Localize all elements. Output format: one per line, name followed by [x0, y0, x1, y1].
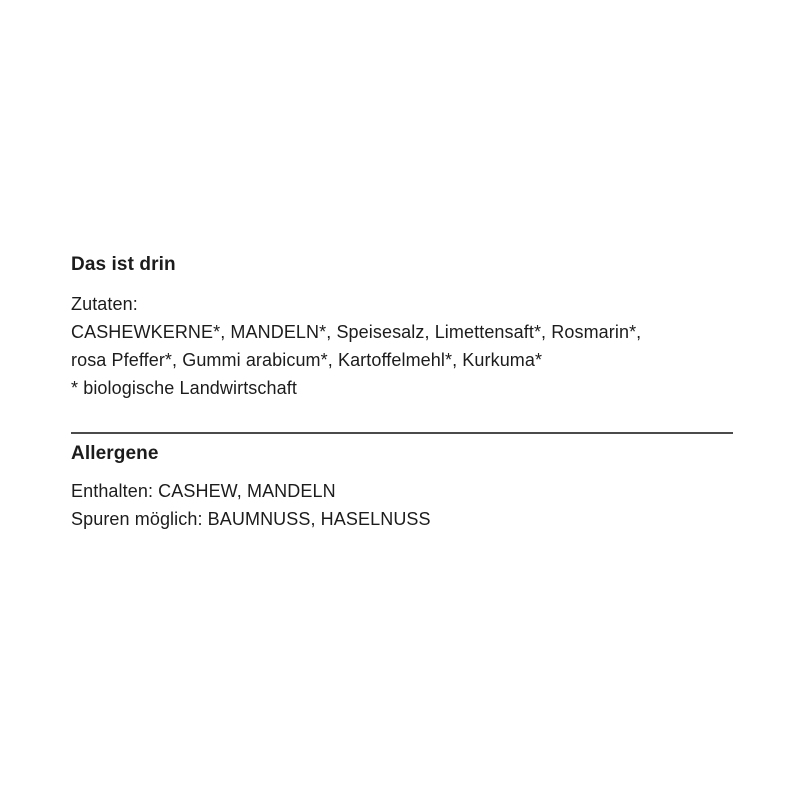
- ingredients-list: CASHEWKERNE*, MANDELN*, Speisesalz, Limettensaft*, Rosmarin*, rosa Pfeffer*, Gummi arabicum*, Kartoffelmehl*, Kurkuma*: [71, 322, 642, 370]
- product-info-panel: [71, 253, 733, 533]
- ingredients-text: [71, 290, 733, 402]
- allergens-heading: Allergene: [71, 443, 159, 464]
- ingredients-section: [71, 253, 733, 402]
- allergens-contains-line: Enthalten: CASHEW, MANDELN: [71, 481, 336, 501]
- ingredients-label: Zutaten:: [71, 294, 138, 314]
- allergens-traces-line: Spuren möglich: BAUMNUSS, HASELNUSS: [71, 509, 431, 529]
- allergens-section: [71, 442, 733, 533]
- ingredients-heading: Das ist drin: [71, 254, 176, 275]
- allergens-text: [71, 477, 733, 533]
- section-divider: [71, 432, 733, 434]
- organic-footnote: * biologische Landwirtschaft: [71, 378, 297, 398]
